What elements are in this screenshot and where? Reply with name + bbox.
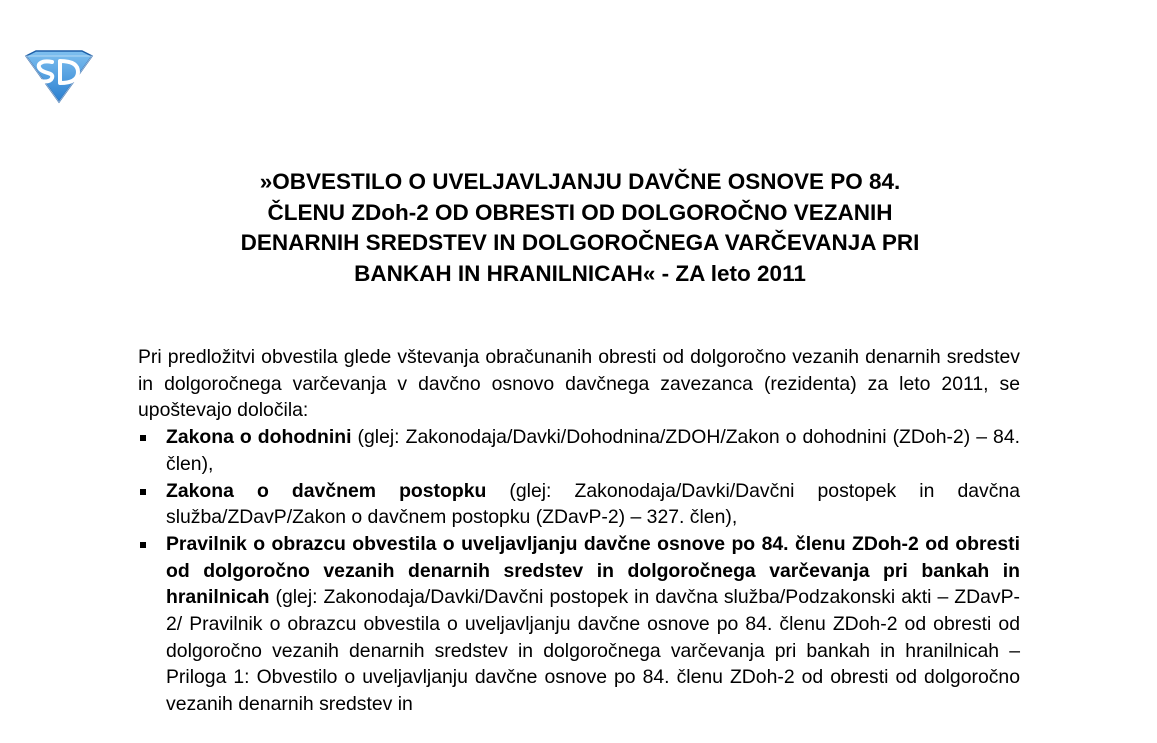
- item-text: (glej: Zakonodaja/Davki/Davčni postopek in davčna služba/ZDavP/Zakon o davčnem postopku (ZDavP-2) – 327. člen),: [166, 479, 1020, 529]
- title-line: »OBVESTILO O UVELJAVLJANJU DAVČNE OSNOVE PO 84.: [259, 169, 901, 194]
- title-line: BANKAH IN HRANILNICAH« - ZA leto 2011: [354, 260, 806, 286]
- list-item: [138, 478, 1020, 531]
- intro-paragraph: Pri predložitvi obvestila glede vštevanja obračunanih obresti od dolgoročno vezanih denarnih sredstev in dolgoročnega varčevanja v davčno osnovo davčnega zavezanca (rezidenta) za leto 2011, se upoštevajo določila:: [138, 346, 1020, 422]
- item-bold-title: Zakona o dohodnini: [166, 426, 352, 449]
- item-bold-title: Pravilnik o obrazcu obvestila o uveljavljanju davčne osnove po 84. členu ZDoh-2 od obresti od dolgoročno vezanih denarnih sredstev in dolgoročnega varčevanja pri bankah in hranilnicah: [166, 532, 1020, 609]
- regulation-list: [138, 424, 1020, 718]
- item-text: (glej: Zakonodaja/Davki/Dohodnina/ZDOH/Zakon o dohodnini (ZDoh-2) – 84. člen),: [166, 426, 1020, 475]
- list-item: [138, 424, 1020, 477]
- document-title: [140, 167, 1020, 289]
- list-item: [138, 531, 1020, 718]
- square-bullet-icon: [140, 489, 146, 495]
- square-bullet-icon: [140, 435, 146, 441]
- item-text: (glej: Zakonodaja/Davki/Davčni postopek in davčna služba/Podzakonski akti – ZDavP-2/ Pravilnik o obrazcu obvestila o uveljavljanju davčne osnove po 84. členu ZDoh-2 od obresti od dolgoročno vezanih denarnih sredstev in dolgoročnega varčevanja pri bankah in hranilnicah – Priloga 1: Obvestilo o uveljavljanju davčne osnove po 84. členu ZDoh-2 od obresti od dolgoročno vezanih denarnih sredstev in: [166, 586, 1020, 716]
- title-line: DENARNIH SREDSTEV IN DOLGOROČNEGA VARČEVANJA PRI: [240, 230, 920, 255]
- item-bold-title: Zakona o davčnem postopku: [166, 479, 487, 502]
- square-bullet-icon: [140, 542, 146, 548]
- document-body: [138, 344, 1020, 718]
- sd-logo-icon: [22, 50, 96, 104]
- title-line: ČLENU ZDoh-2 OD OBRESTI OD DOLGOROČNO VEZANIH: [267, 199, 893, 225]
